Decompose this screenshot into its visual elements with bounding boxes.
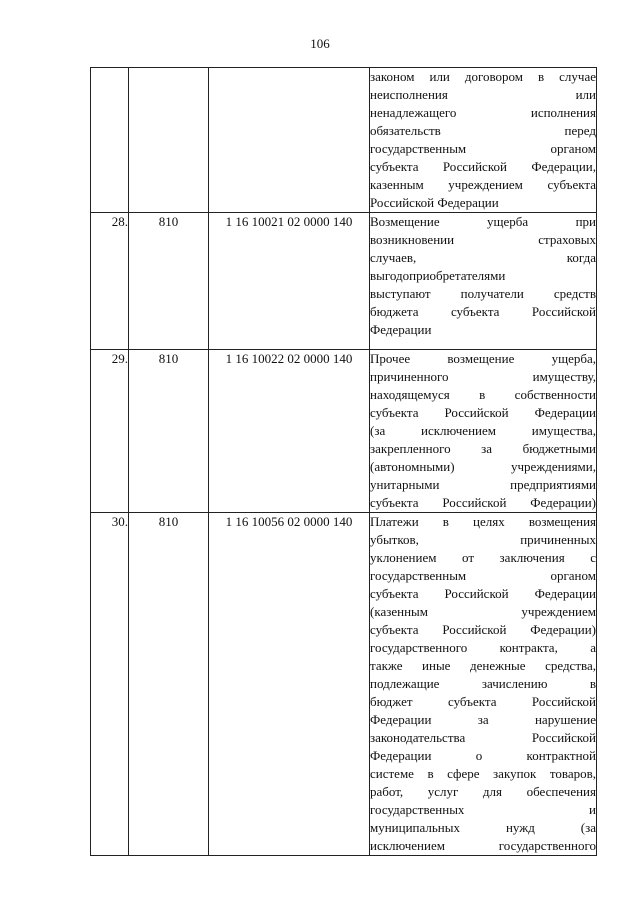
description-line: Федерации о контрактной	[370, 748, 596, 763]
description-line: государственным органом	[370, 141, 596, 156]
description-line: также иные денежные средства,	[370, 658, 596, 673]
page-number: 106	[310, 36, 330, 51]
admin-code: 810	[129, 350, 209, 513]
description-line: Платежи в целях возмещения	[370, 514, 596, 529]
description-line: государственным органом	[370, 568, 596, 583]
admin-code: 810	[129, 513, 209, 856]
description-line: субъекта Российской Федерации,	[370, 159, 596, 174]
description-line: находящемуся в собственности	[370, 387, 596, 402]
income-description	[370, 213, 597, 350]
description-line: исключением государственного	[370, 838, 596, 853]
description-line: субъекта Российской Федерации)	[370, 622, 596, 637]
budget-classification-code: 1 16 10021 02 0000 140	[209, 213, 370, 350]
table-row	[91, 213, 597, 350]
description-line: законом или договором в случае	[370, 69, 596, 84]
row-number: 30.	[91, 513, 129, 856]
admin-code	[129, 68, 209, 213]
description-line: возникновении страховых	[370, 232, 596, 247]
budget-classification-code	[209, 68, 370, 213]
table-row	[91, 513, 597, 856]
description-line: (за исключением имущества,	[370, 423, 596, 438]
description-line: выступают получатели средств	[370, 286, 596, 301]
description-line: работ, услуг для обеспечения	[370, 784, 596, 799]
income-description	[370, 513, 597, 856]
description-line: обязательств перед	[370, 123, 596, 138]
row-number: 28.	[91, 213, 129, 350]
income-description	[370, 350, 597, 513]
row-number: 29.	[91, 350, 129, 513]
description-line: ненадлежащего исполнения	[370, 105, 596, 120]
table-row	[91, 350, 597, 513]
description-line: муниципальных нужд (за	[370, 820, 596, 835]
description-line: государственных и	[370, 802, 596, 817]
budget-classification-code: 1 16 10056 02 0000 140	[209, 513, 370, 856]
description-line: казенным учреждением субъекта	[370, 177, 596, 192]
description-line: случаев, когда	[370, 250, 596, 265]
description-line: государственного контракта, а	[370, 640, 596, 655]
row-number	[91, 68, 129, 213]
description-line: причиненного имуществу,	[370, 369, 596, 384]
description-line: подлежащие зачислению в	[370, 676, 596, 691]
description-line: Российской Федерации	[370, 195, 499, 210]
description-line: законодательства Российской	[370, 730, 596, 745]
description-line: субъекта Российской Федерации	[370, 586, 596, 601]
budget-codes-table	[90, 67, 597, 856]
income-description	[370, 68, 597, 213]
description-line: уклонением от заключения с	[370, 550, 596, 565]
description-line: Прочее возмещение ущерба,	[370, 351, 596, 366]
description-line: Федерации за нарушение	[370, 712, 596, 727]
description-line: унитарными предприятиями	[370, 477, 596, 492]
description-line: убытков, причиненных	[370, 532, 596, 547]
description-line: субъекта Российской Федерации	[370, 405, 596, 420]
description-line: бюджет субъекта Российской	[370, 694, 596, 709]
table-row	[91, 68, 597, 213]
description-line: закрепленного за бюджетными	[370, 441, 596, 456]
budget-classification-code: 1 16 10022 02 0000 140	[209, 350, 370, 513]
description-line: бюджета субъекта Российской	[370, 304, 596, 319]
admin-code: 810	[129, 213, 209, 350]
description-line: системе в сфере закупок товаров,	[370, 766, 596, 781]
description-line: (автономными) учреждениями,	[370, 459, 596, 474]
description-line: Возмещение ущерба при	[370, 214, 596, 229]
description-line: Федерации	[370, 322, 432, 337]
description-line: субъекта Российской Федерации)	[370, 495, 596, 510]
description-line: выгодоприобретателями	[370, 268, 506, 283]
description-line: неисполнения или	[370, 87, 596, 102]
description-line: (казенным учреждением	[370, 604, 596, 619]
